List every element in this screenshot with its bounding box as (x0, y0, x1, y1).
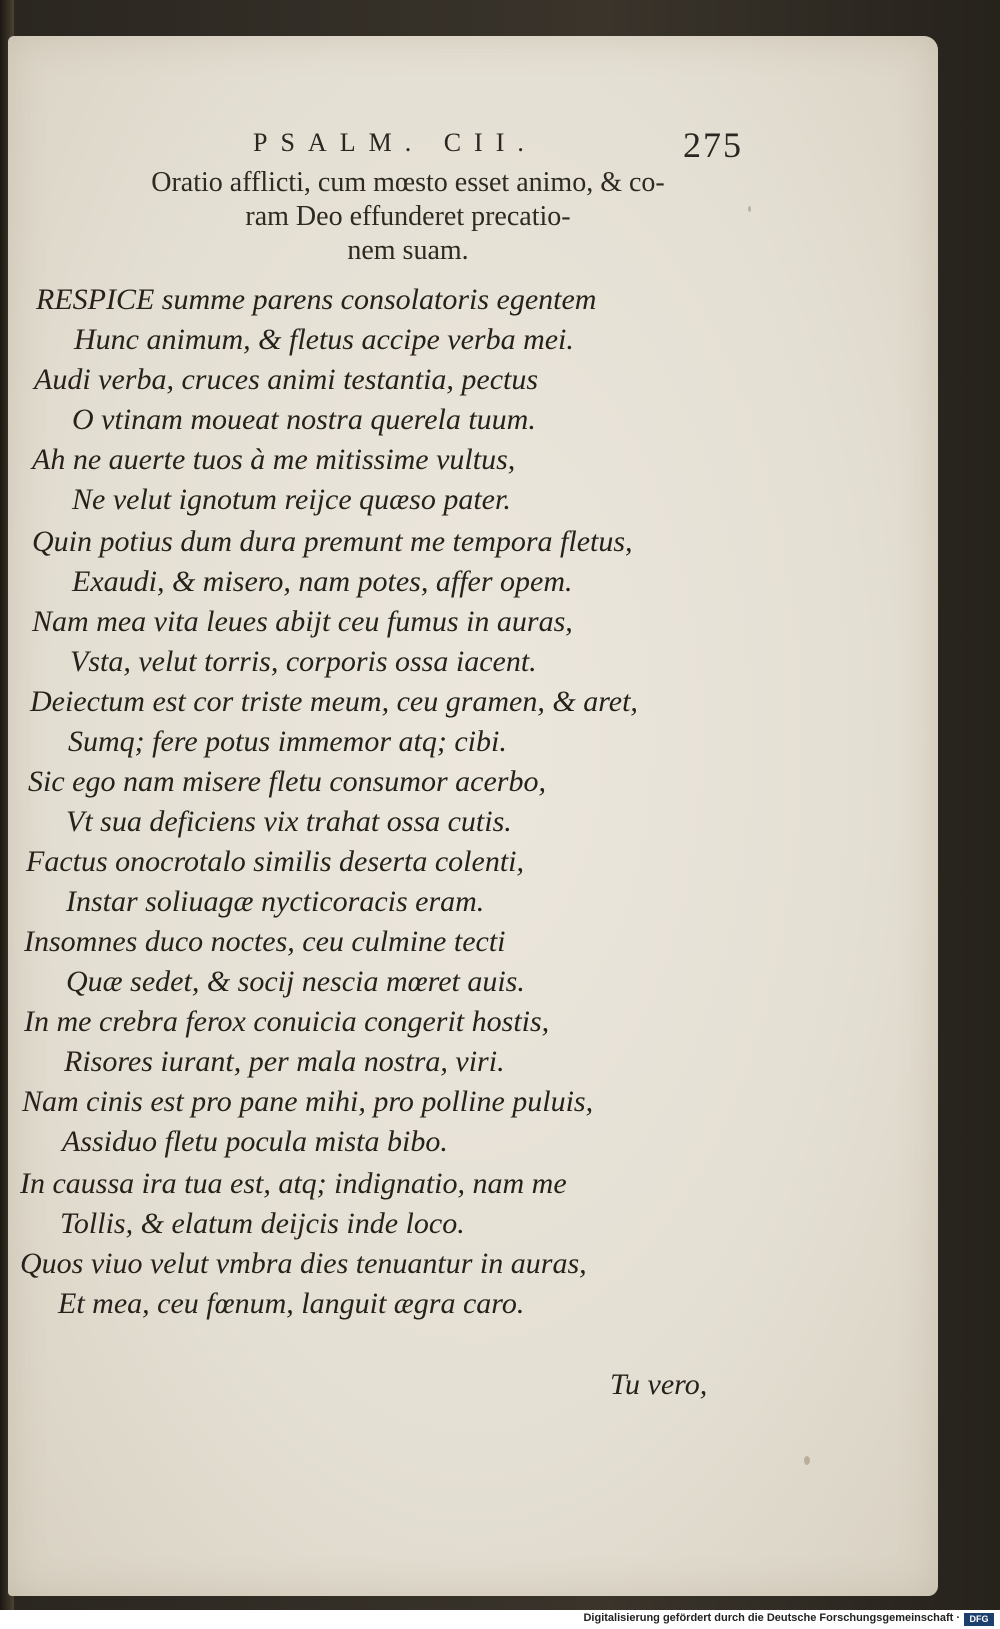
verse-line: Risores iurant, per mala nostra, viri. (64, 1045, 505, 1078)
title-line: nem suam. (347, 235, 469, 266)
verse-line: Vsta, velut torris, corporis ossa iacent. (70, 645, 537, 678)
title-line: ram Deo effunderet precatio- (245, 201, 571, 232)
page-number: 275 (683, 125, 743, 165)
verse-line: Exaudi, & misero, nam potes, affer opem. (72, 565, 573, 598)
verse-line: Deiectum est cor triste meum, ceu gramen, & aret, (30, 685, 638, 718)
verse-line: RESPICE summe parens consolatoris egentem (36, 283, 597, 316)
psalm-title (68, 166, 748, 268)
running-header: PSALM. CII. (253, 128, 537, 157)
paper-stain (804, 1456, 810, 1465)
verse-line: In caussa ira tua est, atq; indignatio, nam me (20, 1167, 567, 1200)
funding-credit: Digitalisierung gefördert durch die Deutsche Forschungsgemeinschaft · (583, 1612, 960, 1624)
verse-line: Audi verba, cruces animi testantia, pectus (34, 363, 539, 396)
verse-line: Sic ego nam misere fletu consumor acerbo, (28, 765, 546, 798)
book-page (8, 36, 938, 1596)
catchword: Tu vero, (610, 1368, 708, 1401)
verse-line: Ah ne auerte tuos à me mitissime vultus, (32, 443, 516, 476)
verse-line: Quos viuo velut vmbra dies tenuantur in auras, (20, 1247, 587, 1280)
dfg-logo: DFG (964, 1613, 994, 1626)
verse-line: Quin potius dum dura premunt me tempora fletus, (32, 525, 633, 558)
verse-line: Et mea, ceu fœnum, languit ægra caro. (58, 1287, 525, 1320)
verse-line: Sumq; fere potus immemor atq; cibi. (68, 725, 507, 758)
verse-line: O vtinam moueat nostra querela tuum. (72, 403, 536, 436)
verse-line: Instar soliuagæ nycticoracis eram. (66, 885, 485, 918)
verse-line: In me crebra ferox conuicia congerit hostis, (24, 1005, 550, 1038)
title-line: Oratio afflicti, cum mœsto esset animo, & co- (151, 167, 665, 198)
verse-line: Nam mea vita leues abijt ceu fumus in auras, (32, 605, 573, 638)
verse-line: Quæ sedet, & socij nescia mœret auis. (66, 965, 525, 998)
verse-line: Tollis, & elatum deijcis inde loco. (60, 1207, 465, 1240)
verse-line: Hunc animum, & fletus accipe verba mei. (74, 323, 574, 356)
verse-line: Nam cinis est pro pane mihi, pro polline puluis, (22, 1085, 594, 1118)
verse-line: Insomnes duco noctes, ceu culmine tecti (24, 925, 506, 958)
verse-line: Assiduo fletu pocula mista bibo. (62, 1125, 448, 1158)
verse-line: Factus onocrotalo similis deserta colenti, (26, 845, 525, 878)
footer-bar (0, 1610, 1000, 1629)
verse-line: Ne velut ignotum reijce quæso pater. (72, 483, 511, 516)
paper-stain (748, 206, 751, 212)
verse-line: Vt sua deficiens vix trahat ossa cutis. (66, 805, 512, 838)
